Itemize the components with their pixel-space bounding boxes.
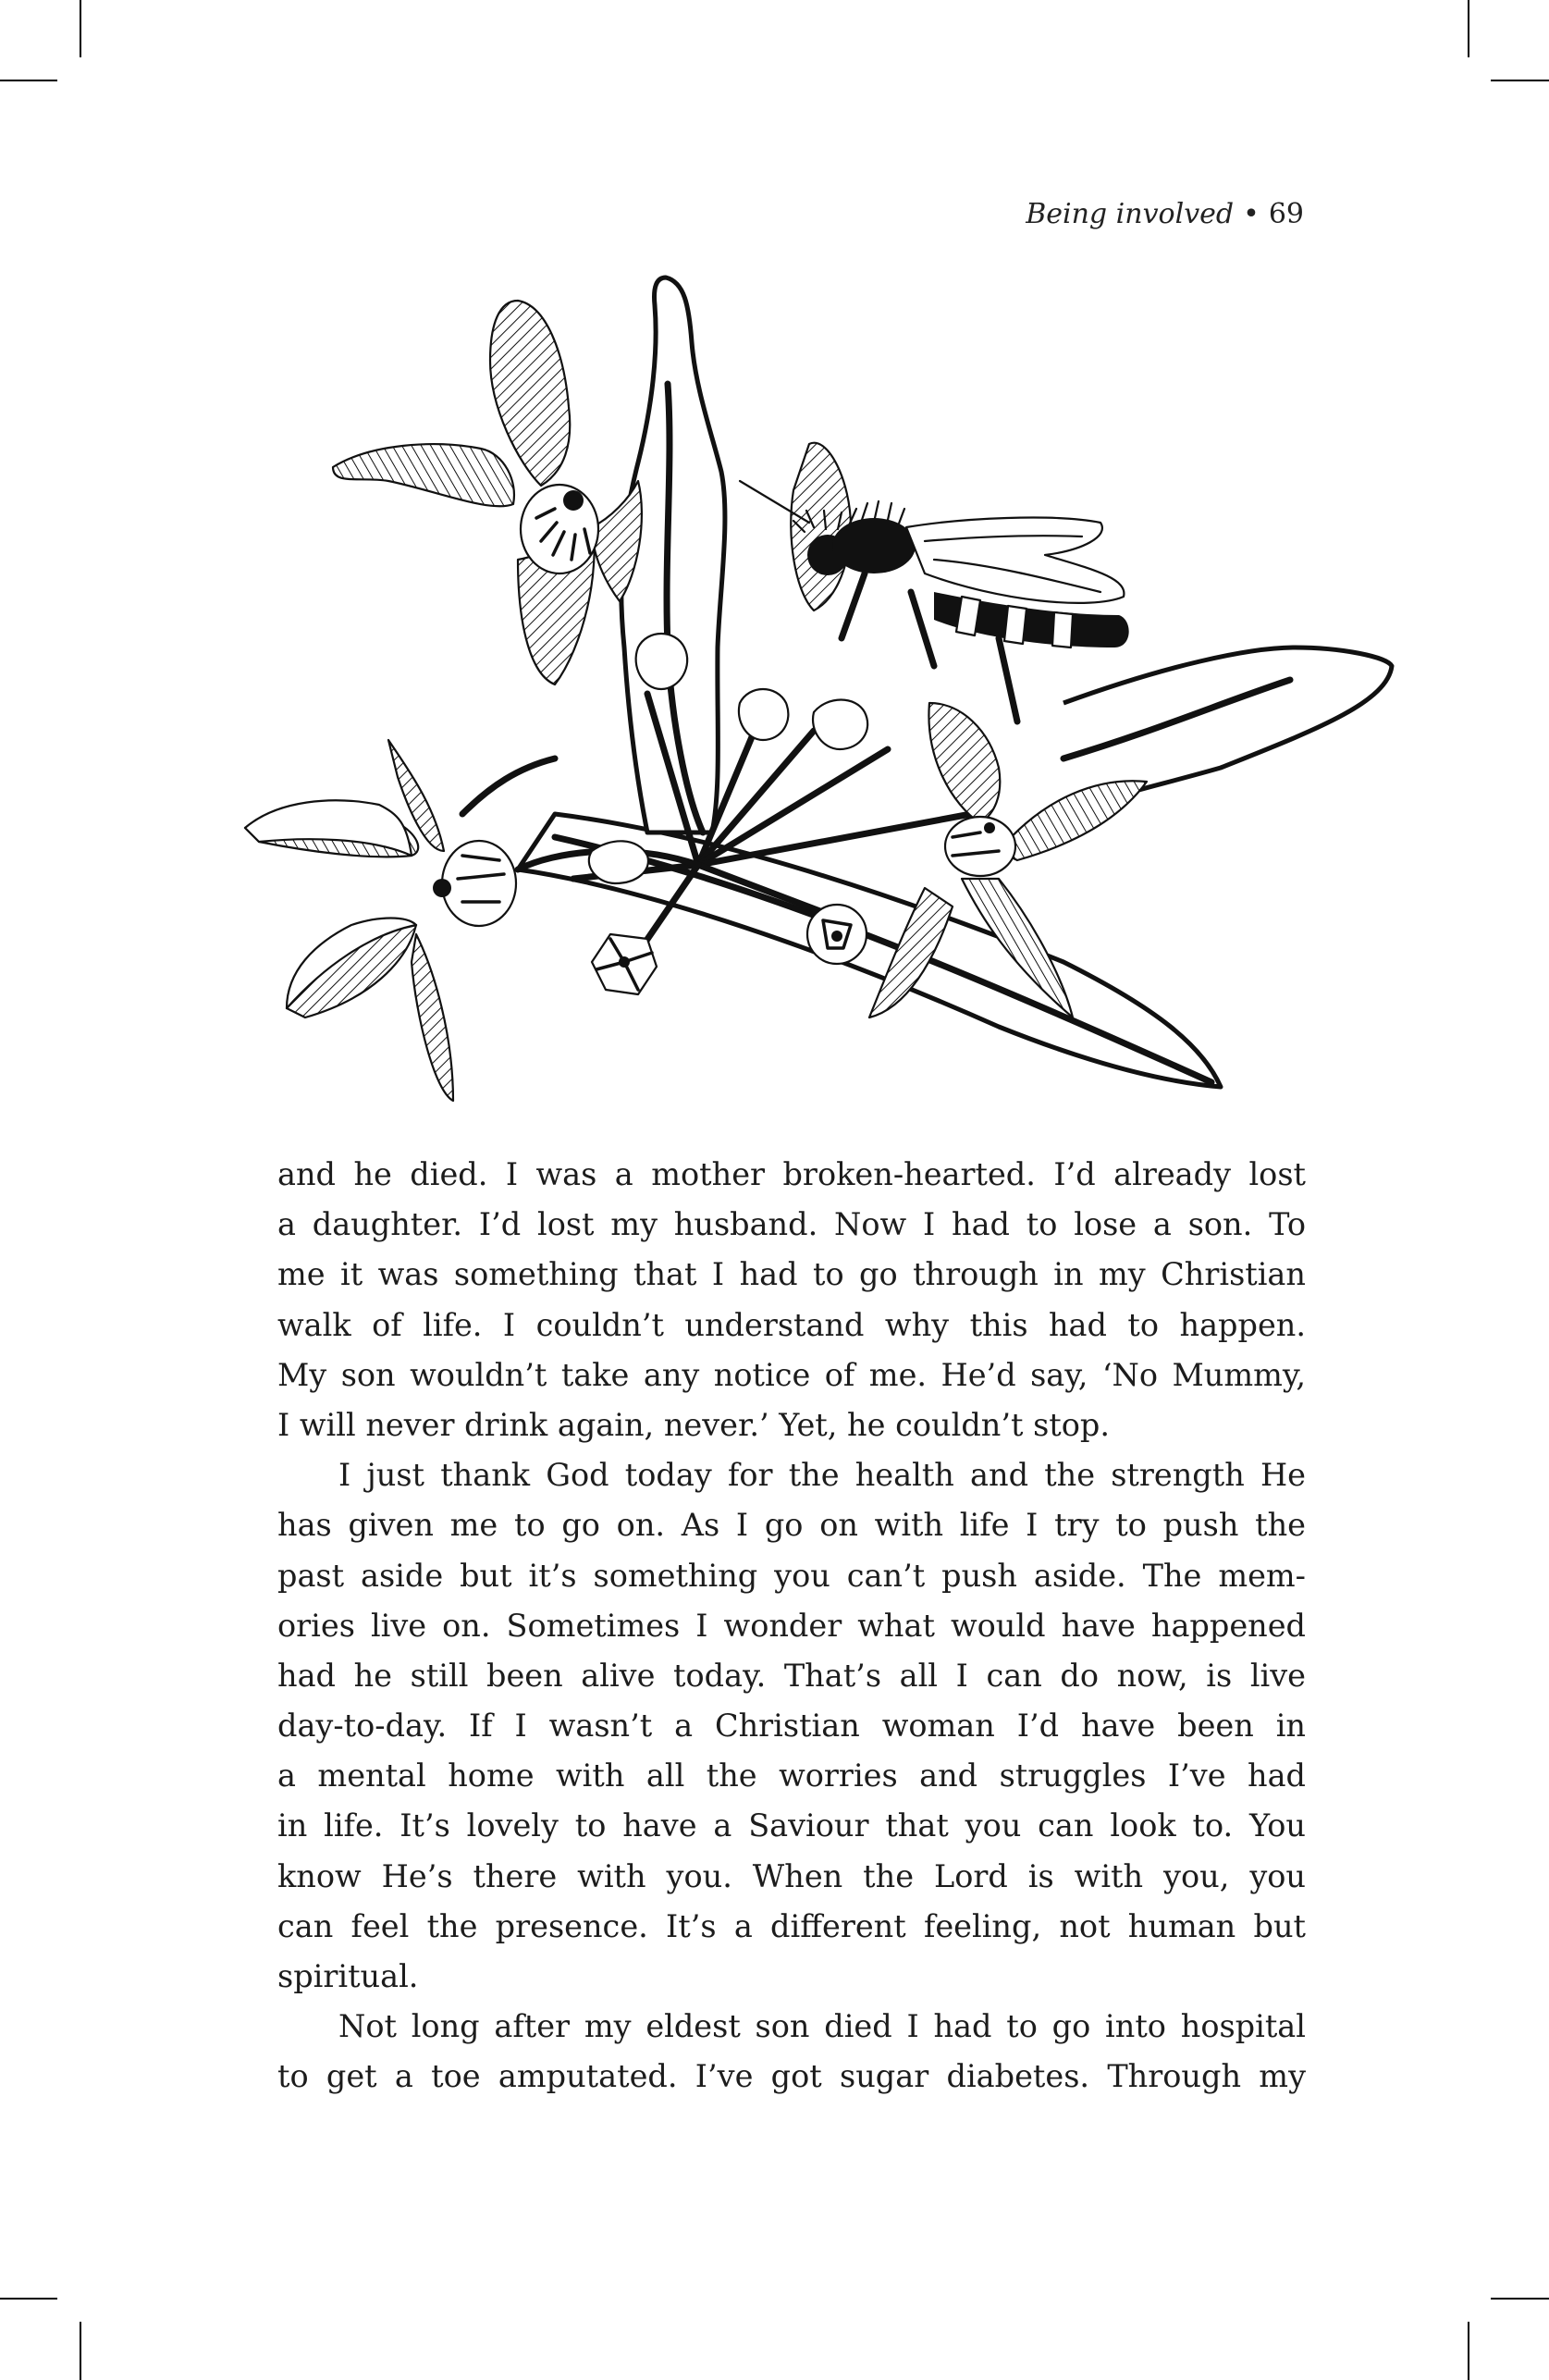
paragraph — [277, 1150, 1306, 1450]
crop-mark-bottom-right-vertical — [1468, 2322, 1469, 2380]
text-line: know He’s there with you. When the Lord is with you, you — [277, 1857, 1306, 1894]
body-text — [277, 1150, 1306, 2103]
bee-icon — [740, 443, 1129, 721]
text-line: I just thank God today for the health and the strength He — [338, 1457, 1306, 1494]
text-line: spiritual. — [277, 1958, 419, 1994]
crop-mark-bottom-right-horizontal — [1491, 2298, 1549, 2300]
text-line: a daughter. I’d lost my husband. Now I had to lose a son. To — [277, 1206, 1306, 1243]
text-line: a mental home with all the worries and struggles I’ve had — [277, 1757, 1306, 1794]
paragraph — [277, 1450, 1306, 2002]
text-line: I will never drink again, never.’ Yet, he couldn’t stop. — [277, 1406, 1111, 1443]
paragraph — [277, 2002, 1306, 2102]
text-line: walk of life. I couldn’t understand why this had to happen. — [277, 1306, 1306, 1343]
crop-mark-bottom-left-vertical — [80, 2322, 81, 2380]
crop-mark-top-right-vertical — [1468, 0, 1469, 57]
text-line: me it was something that I had to go through in my Christian — [277, 1256, 1306, 1293]
page-number: 69 — [1268, 198, 1304, 230]
flower-lower-left — [245, 740, 516, 1101]
crop-mark-top-left-vertical — [80, 0, 81, 57]
running-head-separator: • — [1243, 198, 1260, 230]
crop-mark-top-left-horizontal — [0, 80, 57, 81]
crop-mark-bottom-left-horizontal — [0, 2298, 57, 2300]
text-line: My son wouldn’t take any notice of me. He’d say, ‘No Mummy, — [277, 1356, 1306, 1393]
text-line: to get a toe amputated. I’ve got sugar diabetes. Through my — [277, 2058, 1306, 2095]
text-line: past aside but it’s something you can’t push aside. The mem- — [277, 1557, 1306, 1594]
running-head — [971, 198, 1304, 230]
running-head-title: Being involved — [1026, 198, 1235, 230]
text-line: day-to-day. If I wasn’t a Christian woman I’d have been in — [277, 1708, 1306, 1745]
text-line: Not long after my eldest son died I had to go into hospital — [338, 2008, 1306, 2045]
text-line: ories live on. Sometimes I wonder what would have happened — [277, 1607, 1306, 1644]
crop-mark-top-right-horizontal — [1491, 80, 1549, 81]
text-line: can feel the presence. It’s a different feeling, not human but — [277, 1907, 1306, 1944]
flower-bee-illustration — [231, 268, 1433, 1119]
text-line: in life. It’s lovely to have a Saviour that you can look to. You — [277, 1807, 1306, 1844]
text-line: had he still been alive today. That’s all I can do now, is live — [277, 1657, 1306, 1694]
text-line: has given me to go on. As I go on with life I try to push the — [277, 1507, 1306, 1544]
text-line: and he died. I was a mother broken-hearted. I’d already lost — [277, 1156, 1306, 1192]
flower-upper-left — [333, 301, 642, 684]
